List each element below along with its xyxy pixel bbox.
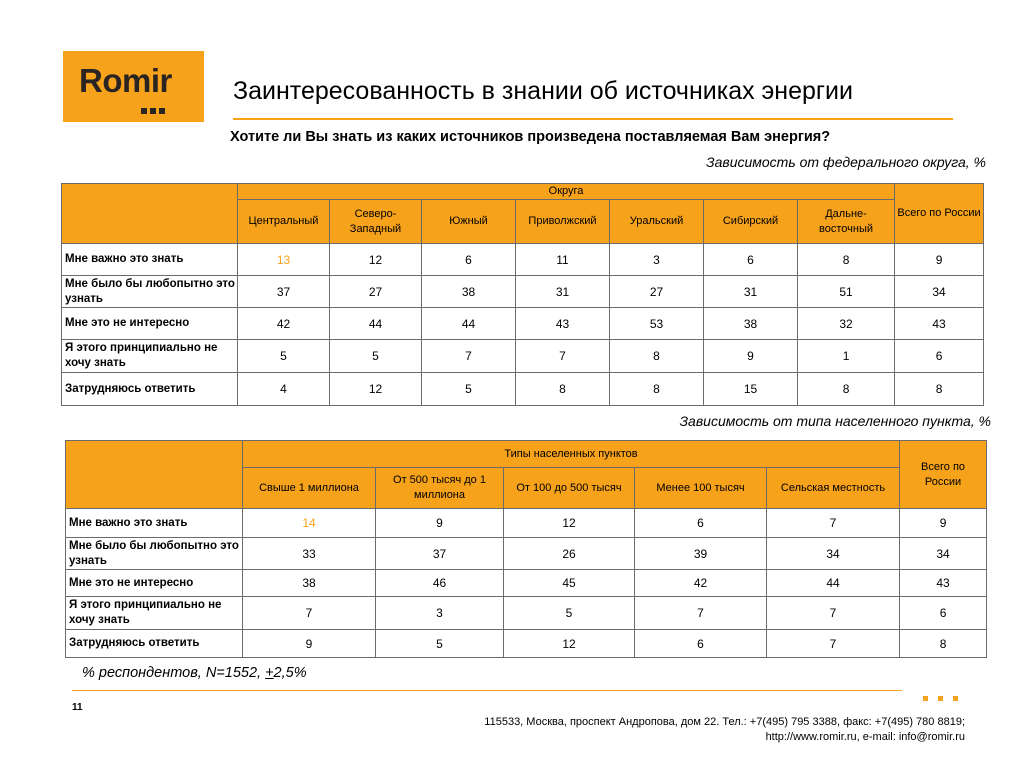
value-cell: 8 xyxy=(798,373,895,406)
table2-caption: Зависимость от типа населенного пункта, % xyxy=(679,413,991,429)
value-cell: 8 xyxy=(610,340,704,373)
value-cell: 7 xyxy=(767,597,900,630)
table-row xyxy=(62,373,984,406)
value-cell: 44 xyxy=(330,308,422,340)
table1-column-header: Центральный xyxy=(238,200,330,244)
row-label: Мне важно это знать xyxy=(62,244,238,276)
footnote-plusminus: + xyxy=(265,665,274,681)
row-label: Мне было бы любопытно это узнать xyxy=(62,276,238,308)
table1-column-header: Северо-Западный xyxy=(330,200,422,244)
page-title: Заинтересованность в знании об источниках энергии xyxy=(233,77,853,105)
respondents-footnote xyxy=(82,665,307,681)
survey-question: Хотите ли Вы знать из каких источников произведена поставляемая Вам энергия? xyxy=(230,129,831,145)
value-cell: 15 xyxy=(704,373,798,406)
value-cell: 8 xyxy=(798,244,895,276)
value-cell: 12 xyxy=(504,630,635,658)
table2-column-header: Сельская местность xyxy=(767,468,900,509)
value-cell: 12 xyxy=(504,509,635,538)
value-cell: 8 xyxy=(610,373,704,406)
value-cell: 33 xyxy=(243,538,376,570)
table-settlement-types xyxy=(65,440,987,658)
table2-group-header: Типы населенных пунктов xyxy=(243,441,900,468)
value-cell: 5 xyxy=(504,597,635,630)
value-cell: 7 xyxy=(635,597,767,630)
value-cell: 13 xyxy=(238,244,330,276)
value-cell: 37 xyxy=(376,538,504,570)
table-row xyxy=(66,597,987,630)
value-cell: 3 xyxy=(376,597,504,630)
value-cell: 46 xyxy=(376,570,504,597)
value-cell: 14 xyxy=(243,509,376,538)
row-label: Мне было бы любопытно это узнать xyxy=(66,538,243,570)
value-cell: 8 xyxy=(516,373,610,406)
value-cell: 9 xyxy=(704,340,798,373)
value-cell: 5 xyxy=(330,340,422,373)
logo-dots xyxy=(141,101,168,119)
value-cell: 12 xyxy=(330,373,422,406)
value-cell: 5 xyxy=(238,340,330,373)
footer-dots xyxy=(923,688,968,706)
value-cell: 12 xyxy=(330,244,422,276)
table1-corner xyxy=(62,184,238,244)
table1-column-header: Уральский xyxy=(610,200,704,244)
value-cell: 37 xyxy=(238,276,330,308)
value-cell: 38 xyxy=(243,570,376,597)
footer-address xyxy=(484,715,965,745)
value-cell: 38 xyxy=(704,308,798,340)
table1-column-header: Приволжский xyxy=(516,200,610,244)
value-cell: 6 xyxy=(635,630,767,658)
total-cell: 43 xyxy=(900,570,987,597)
total-cell: 34 xyxy=(895,276,984,308)
value-cell: 7 xyxy=(243,597,376,630)
table-row xyxy=(62,276,984,308)
value-cell: 39 xyxy=(635,538,767,570)
table-row xyxy=(62,244,984,276)
value-cell: 34 xyxy=(767,538,900,570)
value-cell: 4 xyxy=(238,373,330,406)
row-label: Мне это не интересно xyxy=(62,308,238,340)
value-cell: 6 xyxy=(635,509,767,538)
footnote-text: % респондентов, N=1552, xyxy=(82,665,266,681)
value-cell: 42 xyxy=(635,570,767,597)
value-cell: 3 xyxy=(610,244,704,276)
value-cell: 31 xyxy=(516,276,610,308)
table-row xyxy=(62,340,984,373)
value-cell: 7 xyxy=(767,509,900,538)
total-cell: 9 xyxy=(895,244,984,276)
value-cell: 32 xyxy=(798,308,895,340)
table-row xyxy=(62,308,984,340)
contact-line: http://www.romir.ru, e-mail: info@romir.ru xyxy=(765,731,965,743)
table2-column-header: От 500 тысяч до 1 миллиона xyxy=(376,468,504,509)
table1-total-header: Всего по России xyxy=(895,184,984,244)
row-label: Затрудняюсь ответить xyxy=(62,373,238,406)
table1-group-header: Округа xyxy=(238,184,895,200)
total-cell: 34 xyxy=(900,538,987,570)
table1-column-header: Дальне-восточный xyxy=(798,200,895,244)
value-cell: 6 xyxy=(422,244,516,276)
table-row xyxy=(66,509,987,538)
value-cell: 6 xyxy=(704,244,798,276)
value-cell: 31 xyxy=(704,276,798,308)
row-label: Я этого принципиально не хочу знать xyxy=(66,597,243,630)
value-cell: 11 xyxy=(516,244,610,276)
table2-total-header: Всего по России xyxy=(900,441,987,509)
value-cell: 44 xyxy=(422,308,516,340)
value-cell: 27 xyxy=(610,276,704,308)
footer-divider xyxy=(72,690,902,691)
table1-column-header: Сибирский xyxy=(704,200,798,244)
table-row xyxy=(66,570,987,597)
total-cell: 8 xyxy=(900,630,987,658)
value-cell: 9 xyxy=(243,630,376,658)
total-cell: 9 xyxy=(900,509,987,538)
value-cell: 7 xyxy=(516,340,610,373)
row-label: Я этого принципиально не хочу знать xyxy=(62,340,238,373)
table2-column-header: От 100 до 500 тысяч xyxy=(504,468,635,509)
page-number: 11 xyxy=(72,702,83,713)
table1-caption: Зависимость от федерального округа, % xyxy=(706,154,986,170)
row-label: Затрудняюсь ответить xyxy=(66,630,243,658)
value-cell: 7 xyxy=(422,340,516,373)
value-cell: 53 xyxy=(610,308,704,340)
value-cell: 27 xyxy=(330,276,422,308)
title-divider xyxy=(233,118,953,120)
table2-column-header: Менее 100 тысяч xyxy=(635,468,767,509)
value-cell: 5 xyxy=(376,630,504,658)
value-cell: 44 xyxy=(767,570,900,597)
value-cell: 45 xyxy=(504,570,635,597)
logo-wordmark: Romir xyxy=(79,62,172,99)
value-cell: 51 xyxy=(798,276,895,308)
table-federal-districts xyxy=(61,183,984,406)
romir-logo xyxy=(63,51,204,122)
row-label: Мне важно это знать xyxy=(66,509,243,538)
value-cell: 7 xyxy=(767,630,900,658)
value-cell: 42 xyxy=(238,308,330,340)
value-cell: 9 xyxy=(376,509,504,538)
row-label: Мне это не интересно xyxy=(66,570,243,597)
total-cell: 6 xyxy=(900,597,987,630)
total-cell: 43 xyxy=(895,308,984,340)
total-cell: 8 xyxy=(895,373,984,406)
address-line: 115533, Москва, проспект Андропова, дом 22. Тел.: +7(495) 795 3388, факс: +7(495) 780 8819; xyxy=(484,716,965,728)
table-row xyxy=(66,630,987,658)
table2-column-header: Свыше 1 миллиона xyxy=(243,468,376,509)
total-cell: 6 xyxy=(895,340,984,373)
table2-corner xyxy=(66,441,243,509)
value-cell: 38 xyxy=(422,276,516,308)
table1-column-header: Южный xyxy=(422,200,516,244)
value-cell: 5 xyxy=(422,373,516,406)
value-cell: 43 xyxy=(516,308,610,340)
value-cell: 1 xyxy=(798,340,895,373)
table-row xyxy=(66,538,987,570)
value-cell: 26 xyxy=(504,538,635,570)
footnote-error: 2,5% xyxy=(273,665,307,681)
